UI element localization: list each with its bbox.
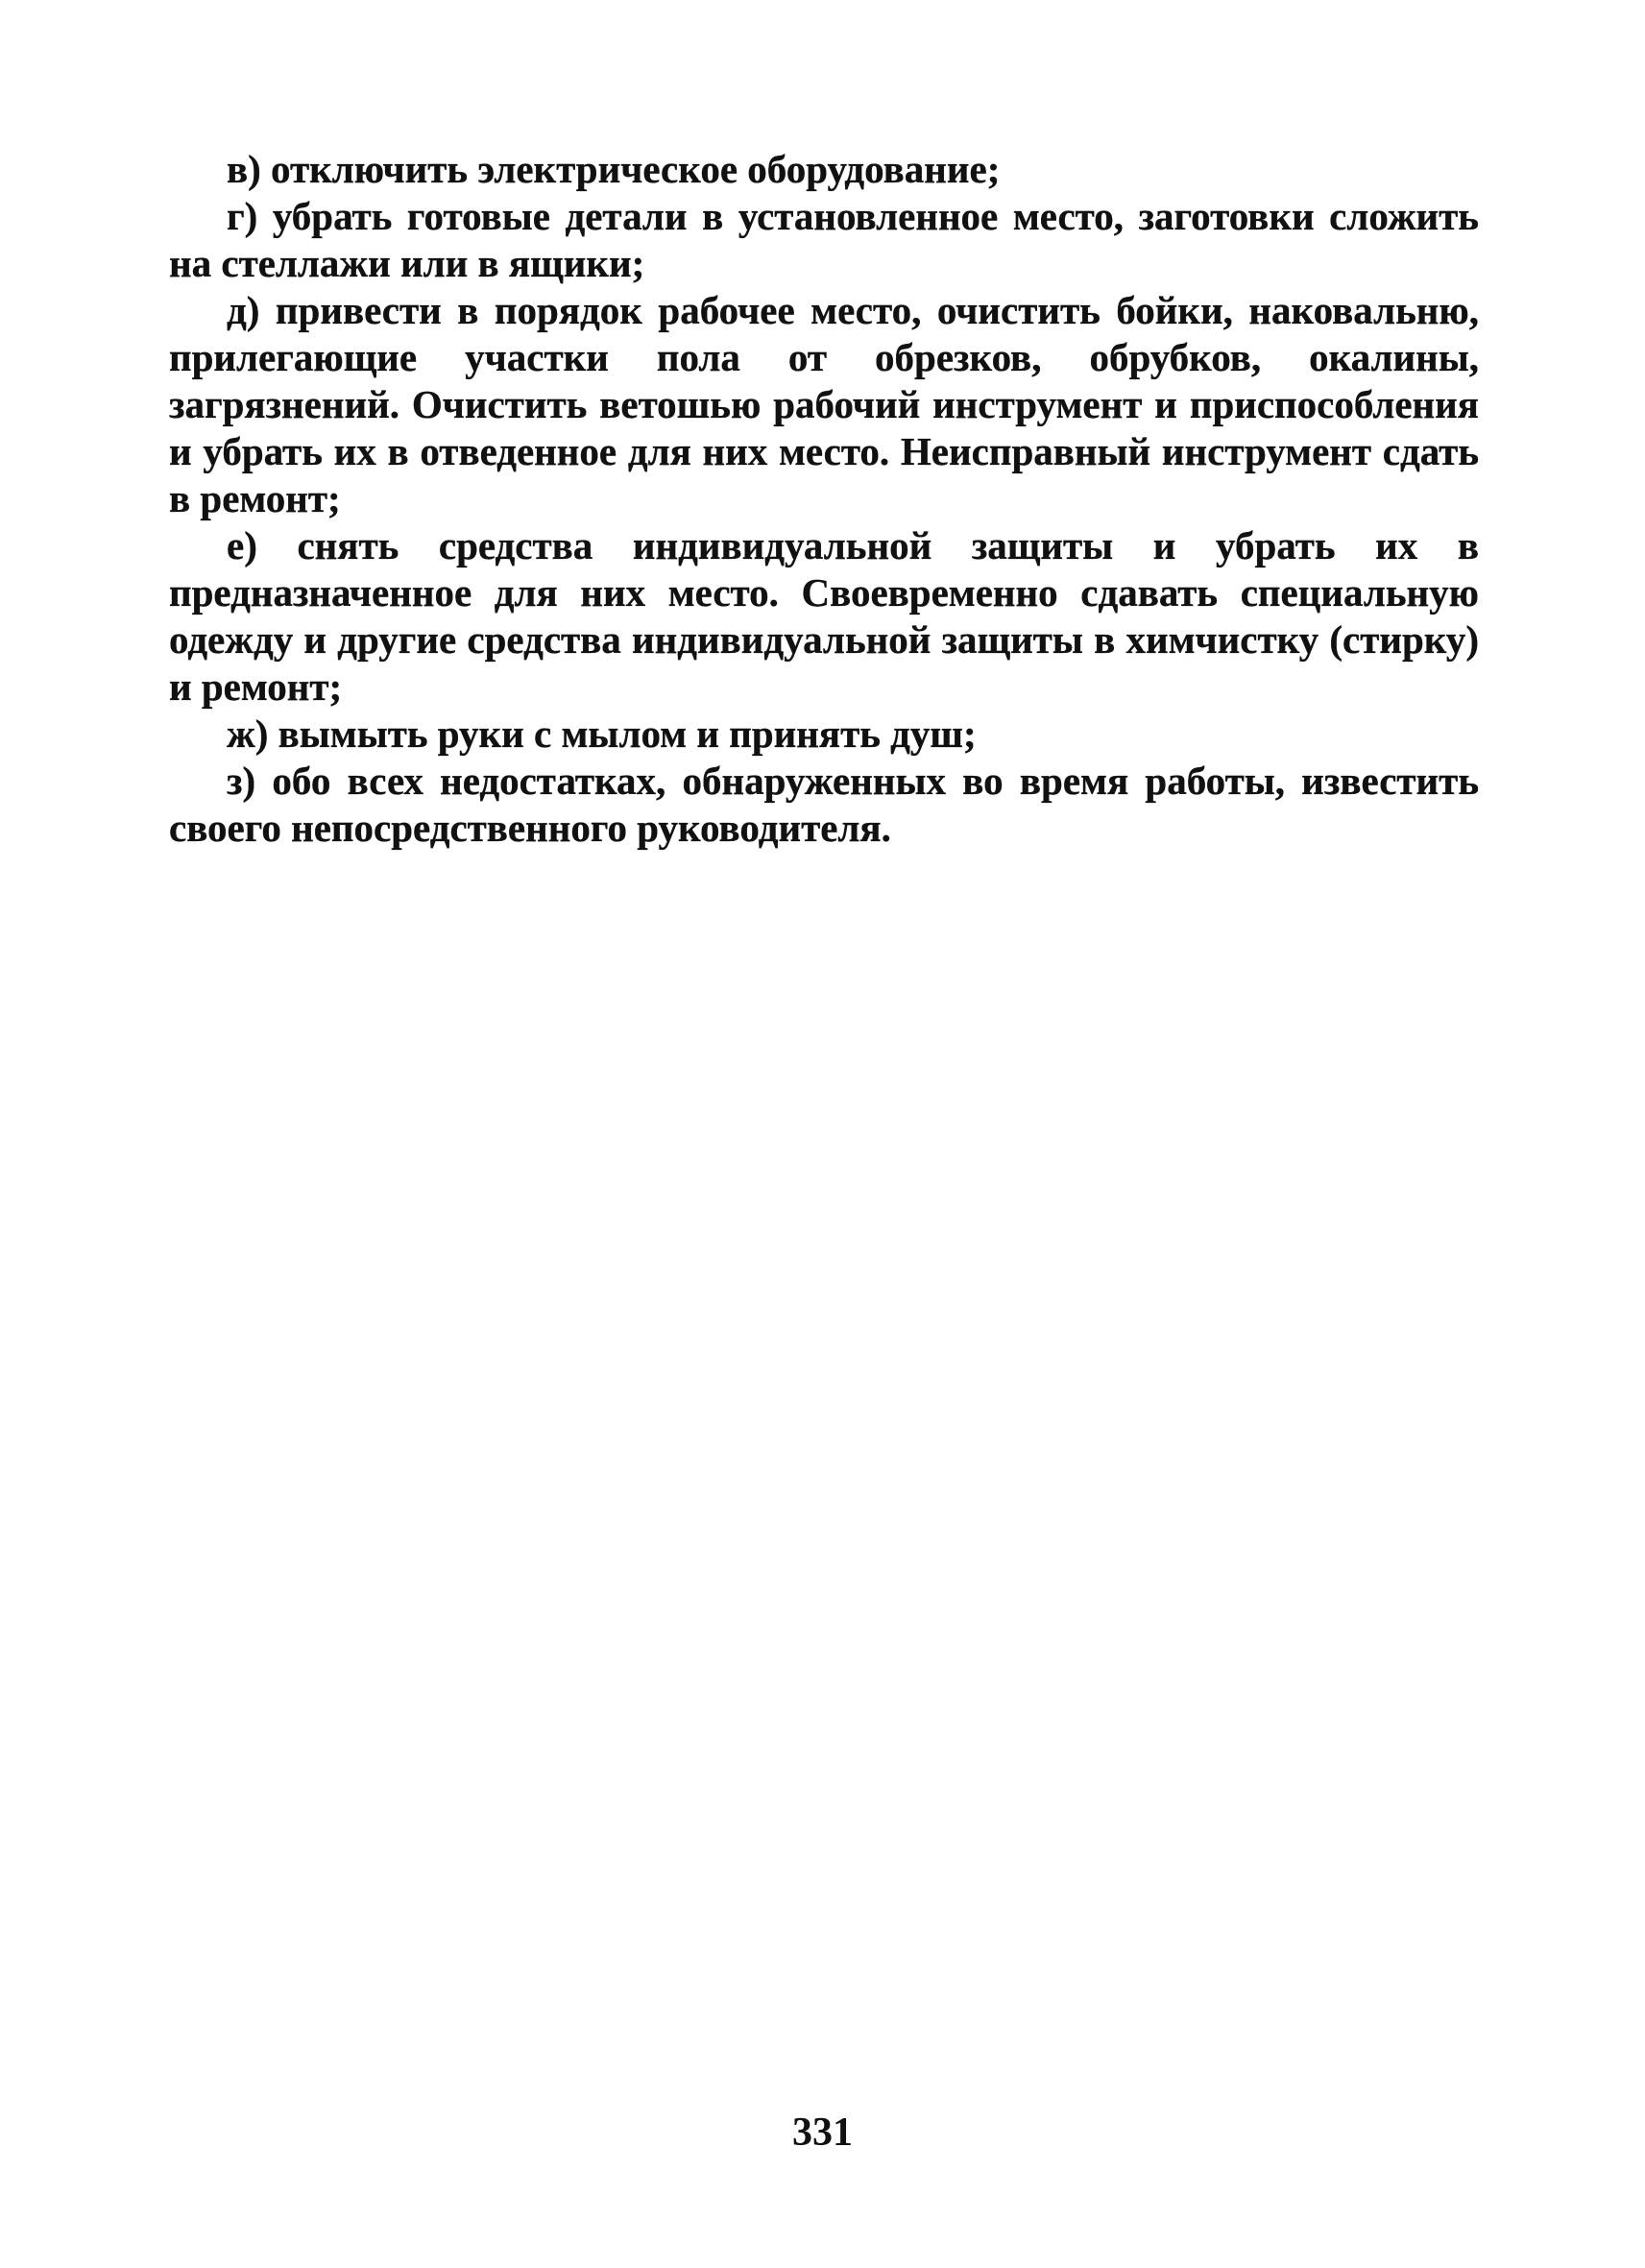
paragraph-zh: ж) вымыть руки с мылом и принять душ; [227,712,977,756]
paragraph-v: в) отключить электрическое оборудование; [227,147,1001,191]
page-number: 331 [792,2111,853,2155]
paragraph-z: з) обо всех недостатках, обнаруженных во время работы, известить своего непосредственного руководителя. [169,759,1479,850]
paragraph-g: г) убрать готовые детали в установленное место, заготовки сложить на стеллажи или в ящики; [169,194,1479,285]
page-body [169,146,1479,852]
paragraph-e: е) снять средства индивидуальной защиты и убрать их в предназначенное для них место. Своевременно сдавать специальную одежду и другие средства индивидуальной защиты в химчистку (стирку) и ремонт; [169,523,1479,709]
paragraph-d: д) привести в порядок рабочее место, очистить бойки, наковальню, прилегающие участки пола от обрезков, обрубков, окалины, загрязнений. Очистить ветошью рабочий инструмент и приспособления и убрать их в отведенное для них место. Неисправный инструмент сдать в ремонт; [169,288,1479,520]
